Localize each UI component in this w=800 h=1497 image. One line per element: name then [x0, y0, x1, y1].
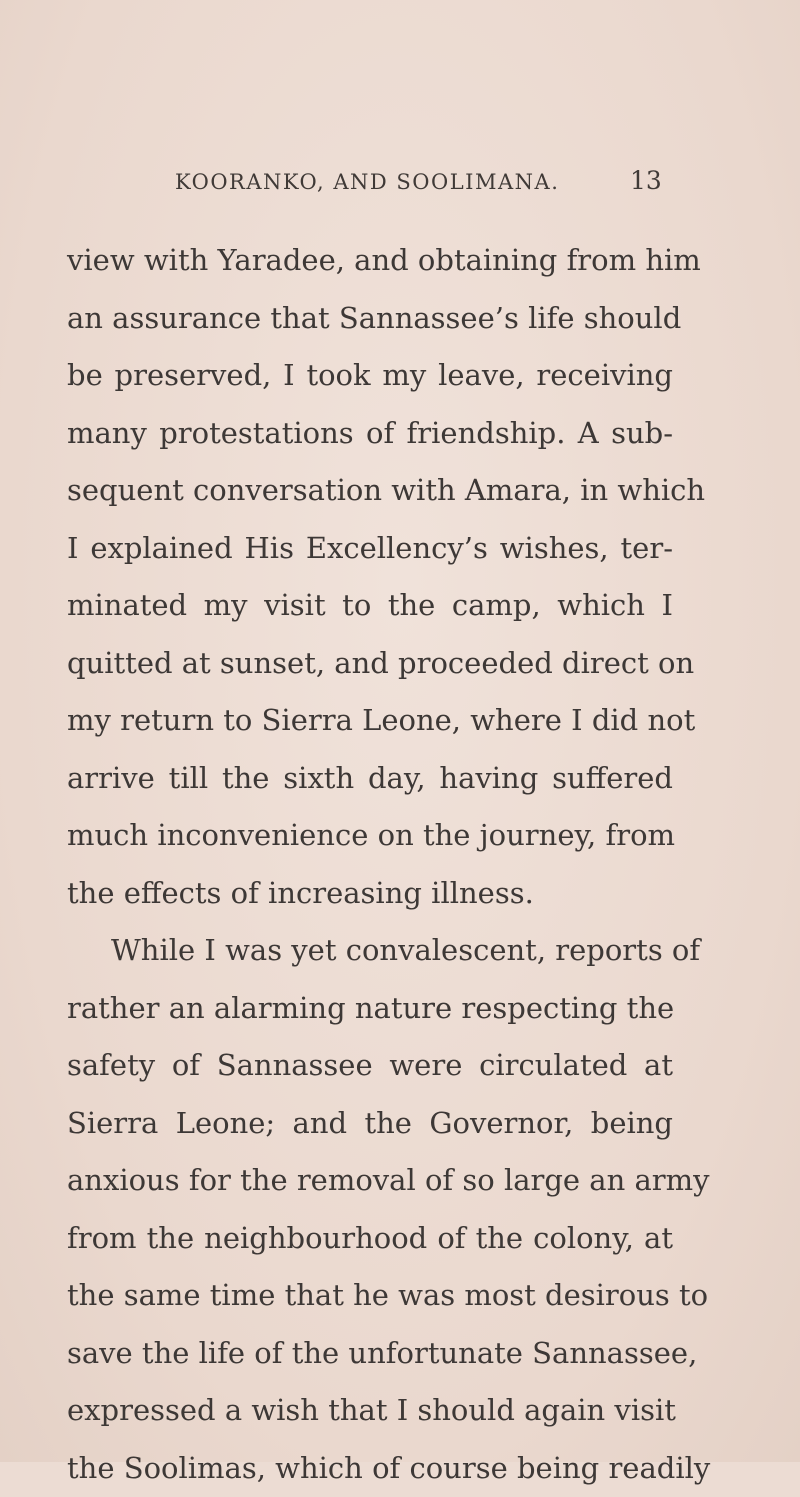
text-line: safety of Sannassee were circulated at — [67, 1037, 673, 1095]
paragraph-end-line: the effects of increasing illness. — [67, 865, 673, 923]
text-line: sequent conversation with Amara, in which — [67, 462, 673, 520]
text-line: an assurance that Sannassee’s life should — [67, 290, 673, 348]
text-line: expressed a wish that I should again visit — [67, 1382, 673, 1440]
page-number: 13 — [630, 166, 662, 195]
paragraph-start-line: While I was yet convalescent, reports of — [67, 922, 673, 980]
text-line: Sierra Leone; and the Governor, being — [67, 1095, 673, 1153]
text-line: save the life of the unfortunate Sannassee, — [67, 1325, 673, 1383]
text-line: be preserved, I took my leave, receiving — [67, 347, 673, 405]
text-line: the Soolimas, which of course being readily — [67, 1440, 673, 1497]
text-line: much inconvenience on the journey, from — [67, 807, 673, 865]
text-line: view with Yaradee, and obtaining from him — [67, 232, 673, 290]
text-line: I explained His Excellency’s wishes, ter- — [67, 520, 673, 578]
text-line: minated my visit to the camp, which I — [67, 577, 673, 635]
running-head — [0, 162, 800, 202]
text-line: the same time that he was most desirous to — [67, 1267, 673, 1325]
text-line: from the neighbourhood of the colony, at — [67, 1210, 673, 1268]
text-line: anxious for the removal of so large an army — [67, 1152, 673, 1210]
text-line: quitted at sunset, and proceeded direct on — [67, 635, 673, 693]
text-line: my return to Sierra Leone, where I did not — [67, 692, 673, 750]
text-line: rather an alarming nature respecting the — [67, 980, 673, 1038]
body-text — [67, 232, 673, 1497]
text-line: arrive till the sixth day, having suffered — [67, 750, 673, 808]
running-title: KOORANKO, AND SOOLIMANA. — [175, 170, 559, 194]
text-line: many protestations of friendship. A sub- — [67, 405, 673, 463]
